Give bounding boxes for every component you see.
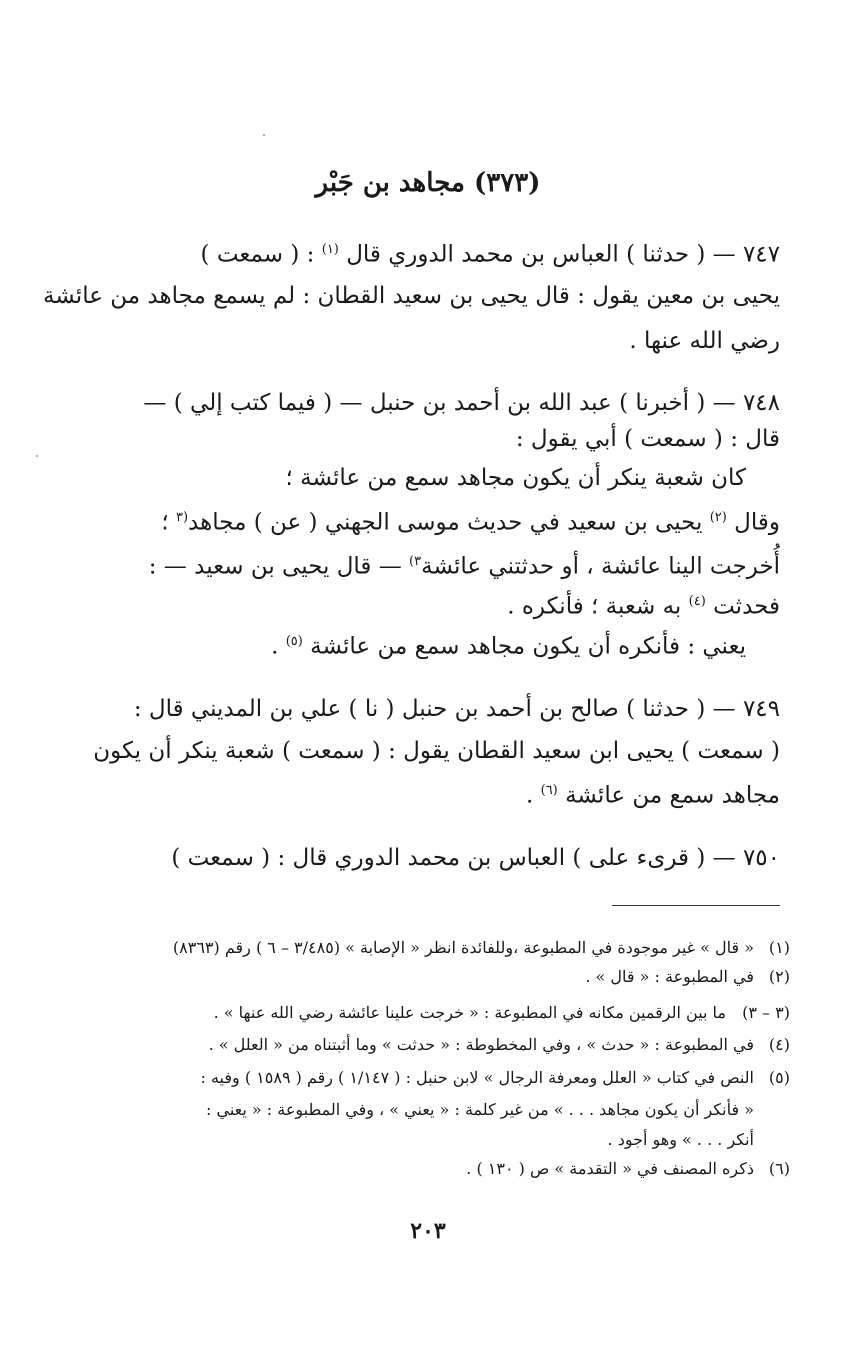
hadith-748-line-7: يعني : فأنكره أن يكون مجاهد سمع من عائشة $^{(٥)}$ .	[271, 633, 746, 660]
footnote-number: (٢)	[768, 967, 790, 986]
hadith-749-line-1: ٧٤٩ — ( حدثنا ) صالح بن أحمد بن حنبل ( نا ) علي بن المديني قال :	[133, 696, 780, 722]
hadith-747-line-3: رضي الله عنها .	[629, 328, 780, 354]
hadith-748-line-4: وقال $^{(٢)}$ يحيى بن سعيد في حديث موسى الجهني ( عن ) مجاهد$^{(٣}$ ؛	[161, 509, 780, 536]
footnote-separator	[612, 905, 780, 906]
footnote-6: (٦)ذكره المصنف في « التقدمة » ص ( ١٣٠ ) .	[466, 1159, 790, 1178]
footnote-number: (٤)	[768, 1035, 790, 1054]
page-speck	[263, 134, 265, 136]
footnote-5-line-3: أنكر . . . » وهو أجود .	[607, 1130, 754, 1149]
footnote-5-line-2: « فأنكر أن يكون مجاهد . . . » من غير كلمة : « يعني » ، وفي المطبوعة : « يعني :	[206, 1100, 754, 1119]
footnote-5: (٥)النص في كتاب « العلل ومعرفة الرجال » لابن حنبل : ( ١/١٤٧ ) رقم ( ١٥٨٩ ) وفيه :	[200, 1068, 790, 1087]
hadith-749-line-3: مجاهد سمع من عائشة $^{(٦)}$ .	[525, 782, 780, 809]
footnote-number: (٦)	[768, 1159, 790, 1178]
footnote-1: (١)« قال » غير موجودة في المطبوعة ،وللفائدة انظر « الإصابة » (٣/٤٨٥ – ٦ ) رقم (٨٣٦٣)	[172, 938, 790, 957]
footnote-number: (٥)	[768, 1068, 790, 1087]
hadith-747-line-1: ٧٤٧ — ( حدثنا ) العباس بن محمد الدوري قال $^{(١)}$ : ( سمعت )	[200, 241, 780, 268]
hadith-748-line-6: فحدثت $^{(٤)}$ به شعبة ؛ فأنكره .	[507, 593, 780, 620]
hadith-748-line-3: كان شعبة ينكر أن يكون مجاهد سمع من عائشة ؛	[285, 465, 746, 491]
footnote-3: (٣ – ٣)ما بين الرقمين مكانه في المطبوعة : « خرجت علينا عائشة رضي الله عنها » .	[213, 1003, 790, 1022]
footnote-4: (٤)في المطبوعة : « حدث » ، وفي المخطوطة : « حدثت » وما أثبتناه من « العلل » .	[208, 1035, 790, 1054]
footnote-ref: (١)	[321, 242, 339, 257]
hadith-747-line-2: يحيى بن معين يقول : قال يحيى بن سعيد القطان : لم يسمع مجاهد من عائشة	[42, 283, 780, 309]
footnote-number: (١)	[768, 938, 790, 957]
hadith-749-line-2: ( سمعت ) يحيى ابن سعيد القطان يقول : ( سمعت ) شعبة ينكر أن يكون	[93, 738, 780, 764]
page-number: ٢٠٣	[410, 1218, 446, 1244]
hadith-748-line-2: قال : ( سمعت ) أبي يقول :	[515, 426, 780, 452]
footnote-ref: (٣	[175, 510, 189, 525]
footnote-ref: (٢)	[709, 510, 727, 525]
footnote-ref: ٣)	[409, 554, 422, 569]
footnote-ref: (٥)	[285, 634, 303, 649]
footnote-ref: (٦)	[540, 783, 558, 798]
hadith-748-line-5: أُخرجت الينا عائشة ، أو حدثتني عائشة$^{٣)}$ — قال يحيى بن سعيد — :	[148, 553, 780, 580]
hadith-748-line-1: ٧٤٨ — ( أخبرنا ) عبد الله بن أحمد بن حنبل — ( فيما كتب إلي ) —	[143, 390, 780, 416]
hadith-750-line-1: ٧٥٠ — ( قرىء على ) العباس بن محمد الدوري قال : ( سمعت )	[171, 845, 780, 871]
chapter-heading: (٣٧٣) مجاهد بن جَبْر	[315, 168, 541, 198]
page-speck	[36, 455, 38, 457]
footnote-2: (٢)في المطبوعة : « قال » .	[585, 967, 790, 986]
footnote-ref: (٤)	[688, 594, 706, 609]
footnote-number: (٣ – ٣)	[742, 1003, 790, 1022]
